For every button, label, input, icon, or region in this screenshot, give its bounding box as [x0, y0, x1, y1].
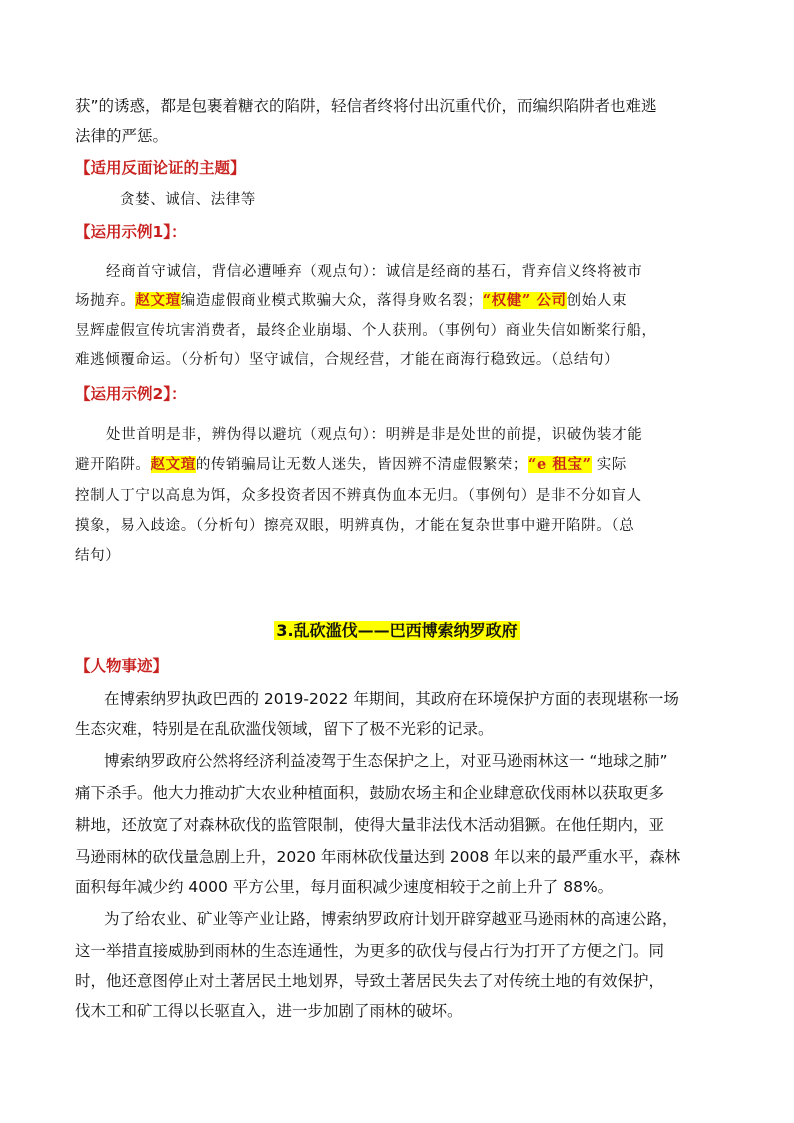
story-line: 博索纳罗政府公然将经济利益凌驾于生态保护之上，对亚马逊雨林这一 “地球之肺”: [104, 752, 668, 770]
story-line: 时，他还意图停止对土著居民土地划界，导致土著居民失去了对传统土地的有效保护，: [75, 972, 665, 990]
body-text-line: 法律的严惩。: [75, 127, 169, 145]
text-span: 的传销骗局让无数人迷失，皆因辨不清虚假繁荣；: [195, 457, 529, 473]
highlight-company: “权健” 公司: [482, 292, 567, 309]
text-span: 避开陷阱。: [75, 457, 151, 473]
example1-line: [75, 291, 627, 311]
story-line: 马逊雨林的砍伐量急剧上升，2020 年雨林砍伐量达到 2008 年以来的最严重水平，森林: [75, 848, 681, 866]
body-text-line: 获”的诱惑，都是包裹着糖衣的陷阱，轻信者终将付出沉重代价，而编织陷阱者也难逃: [75, 97, 657, 115]
example1-line: 昱辉虚假宣传坑害消费者，最终企业崩塌、个人获刑。（事例句）商业失信如断桨行船，: [75, 323, 657, 339]
example2-line: 控制人丁宁以高息为饵，众多投资者因不辨真伪血本无归。（事例句）是非不分如盲人: [75, 488, 642, 504]
story-heading: 【人物事迹】: [75, 657, 169, 675]
story-line: 面积每年减少约 4000 平方公里，每月面积减少速度相较于之前上升了 88%。: [75, 878, 614, 896]
example2-heading: 【运用示例2】：: [75, 385, 187, 403]
example1-heading: 【运用示例1】：: [75, 223, 187, 241]
example2-line: 结句）: [75, 548, 121, 564]
text-span: 实际: [591, 457, 627, 473]
text-span: 编造虚假商业模式欺骗大众，落得身败名裂；: [180, 293, 483, 309]
story-line: 在博索纳罗执政巴西的 2019-2022 年期间，其政府在环境保护方面的表现堪称一场: [104, 690, 679, 708]
example2-line: 摸象，易入歧途。（分析句）擦亮双眼，明辨真伪，才能在复杂世事中避开陷阱。（总: [75, 518, 635, 534]
section-title-text: 3.乱砍滥伐——巴西博索纳罗政府: [276, 621, 518, 640]
story-line: 这一举措直接威胁到雨林的生态连通性，为更多的砍伐与侵占行为打开了方便之门。同: [75, 942, 665, 960]
example2-line: 处世首明是非，辨伪得以避坑（观点句）：明辨是非是处世的前提，识破伪装才能: [106, 427, 643, 443]
story-line: 痛下杀手。他大力推动扩大农业种植面积，鼓励农场主和企业肆意砍伐雨林以获取更多: [75, 784, 665, 802]
story-line: 伐木工和矿工得以长驱直入，进一步加剧了雨林的破坏。: [75, 1002, 463, 1020]
highlight-company: “e 租宝”: [528, 456, 592, 473]
example1-line: 经商首守诚信，背信必遭唾弃（观点句）：诚信是经商的基石，背弃信义终将被市: [106, 264, 643, 280]
example1-line: 难逃倾覆命运。（分析句）坚守诚信，合规经营，才能在商海行稳致远。（总结句）: [75, 352, 620, 368]
text-span: 场抛弃。: [75, 293, 136, 309]
story-line: 为了给农业、矿业等产业让路，博索纳罗政府计划开辟穿越亚马逊雨林的高速公路，: [104, 910, 678, 928]
text-span: 创始人束: [566, 293, 628, 309]
highlight-name: 赵文瑄: [135, 292, 181, 309]
highlight-name: 赵文瑄: [150, 456, 196, 473]
story-line: 耕地，还放宽了对森林砍伐的监管限制，使得大量非法伐木活动猖獗。在他任期内，亚: [75, 816, 665, 834]
section-heading-topic: 【适用反面论证的主题】: [75, 159, 246, 177]
section-title: [0, 620, 794, 642]
topic-text: 贪婪、诚信、法律等: [120, 192, 256, 208]
story-line: 生态灾难，特别是在乱砍滥伐领域，留下了极不光彩的记录。: [75, 720, 494, 738]
example2-line: [75, 455, 627, 475]
